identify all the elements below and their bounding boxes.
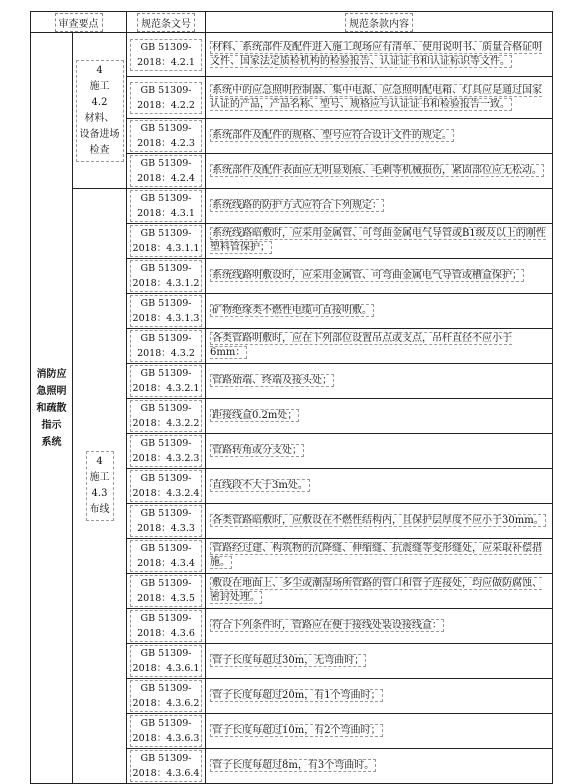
code-text: GB 51309- 2018：4.2.2 <box>130 82 202 114</box>
content-cell <box>206 609 553 644</box>
code-text: GB 51309- 2018：4.3.1.3 <box>130 295 202 327</box>
code-text: GB 51309- 2018：4.3.1.2 <box>130 260 202 292</box>
group-material-check <box>73 33 127 189</box>
content-text: 管路经过建、构筑物的沉降缝、伸缩缝、抗震缝等变形缝处，应采取补偿措施。 <box>210 543 542 568</box>
code-cell <box>127 329 206 364</box>
content-text: 矿物绝缘类不燃性电缆可直接明敷。 <box>212 305 372 316</box>
content-text: 系统线路暗敷时，应采用金属管、可弯曲金属电气导管或B1级及以上的刚性塑料管保护； <box>210 228 546 253</box>
content-text: 系统部件及配件表面应无明显划痕、毛刺等机械损伤，紧固部位应无松动。 <box>212 165 542 176</box>
content-text: 管路转角或分支处； <box>212 445 302 456</box>
code-text: GB 51309- 2018：4.2.4 <box>130 155 202 187</box>
code-cell <box>127 504 206 539</box>
content-cell <box>206 294 553 329</box>
content-cell <box>206 749 553 784</box>
code-cell <box>127 749 206 784</box>
code-cell <box>127 469 206 504</box>
content-text: 系统部件及配件的规格、型号应符合设计文件的规定。 <box>212 130 452 141</box>
content-text: 距接线盒0.2m处； <box>212 410 298 421</box>
content-text: 管路始端、终端及接头处； <box>212 375 332 386</box>
code-cell <box>127 539 206 574</box>
content-text: 系统线路明敷设时，应采用金属管、可弯曲金属电气导管或槽盒保护； <box>212 270 522 281</box>
content-text: 各类管路暗敷时，应敷设在不燃性结构内，且保护层厚度不应小于30mm。 <box>212 515 544 526</box>
code-cell <box>127 679 206 714</box>
content-cell <box>206 539 553 574</box>
code-text: GB 51309- 2018：4.3.2.3 <box>130 435 202 467</box>
content-cell <box>206 33 553 77</box>
code-text: GB 51309- 2018：4.3.2.4 <box>130 470 202 502</box>
content-text: 材料、系统部件及配件进入施工现场应有清单、使用说明书、质量合格证明文件、国家法定质检机构的检验报告、认证证书和认证标识等文件。 <box>210 41 542 67</box>
content-cell <box>206 77 553 119</box>
code-cell <box>127 33 206 77</box>
system-name: 消防应 急照明 和疏散 指示 系统 <box>36 368 67 448</box>
code-cell <box>127 644 206 679</box>
content-text: 管子长度每超过30m，无弯曲时； <box>212 655 365 666</box>
code-cell <box>127 77 206 119</box>
content-text: 系统中的应急照明控制器、集中电源、应急照明配电箱、灯具应是通过国家认证的产品，产品名称、型号、规格应与认证证书和检验报告一致。 <box>210 84 542 110</box>
content-cell <box>206 154 553 189</box>
code-text: GB 51309- 2018：4.3.6.2 <box>130 680 202 712</box>
system-name-cell <box>31 33 73 784</box>
group-material-check-label: 4 施工 4.2 材料、 设备进场 检查 <box>76 60 124 162</box>
code-cell <box>127 714 206 749</box>
code-text: GB 51309- 2018：4.3.1.1 <box>130 225 202 257</box>
content-cell <box>206 434 553 469</box>
content-text: 符合下列条件时，管路应在便于接线处装设接线盒： <box>212 620 442 631</box>
code-text: GB 51309- 2018：4.3.6.4 <box>130 750 202 782</box>
content-text: 敷设在地面上、多尘或潮湿场所管路的管口和管子连接处，均应做防腐蚀、密封处理。 <box>210 578 542 603</box>
code-cell <box>127 364 206 399</box>
content-cell <box>206 364 553 399</box>
content-text: 直线段不大于3m处。 <box>212 480 308 491</box>
content-text: 管子长度每超过10m，有2个弯曲时； <box>212 725 381 736</box>
content-cell <box>206 329 553 364</box>
code-cell <box>127 609 206 644</box>
header-content: 规范条款内容 <box>206 12 553 33</box>
code-text: GB 51309- 2018：4.2.3 <box>130 120 202 152</box>
code-text: GB 51309- 2018：4.3.6 <box>130 610 202 642</box>
code-text: GB 51309- 2018：4.3.6.1 <box>130 645 202 677</box>
spec-table <box>30 11 553 784</box>
code-text: GB 51309- 2018：4.3.2.1 <box>130 365 202 397</box>
content-text: 管子长度每超过20m，有1个弯曲时； <box>212 690 381 701</box>
content-cell <box>206 574 553 609</box>
header-code: 规范条文号 <box>127 12 206 33</box>
code-cell <box>127 294 206 329</box>
header-review-points: 审查要点 <box>31 12 127 33</box>
table-row <box>31 189 553 224</box>
content-cell <box>206 469 553 504</box>
code-cell <box>127 259 206 294</box>
code-text: GB 51309- 2018：4.2.1 <box>130 39 202 71</box>
content-text: 系统线路的防护方式应符合下列规定： <box>212 200 382 211</box>
content-cell <box>206 714 553 749</box>
group-wiring-label: 4 施工 4.3 布线 <box>86 451 114 521</box>
content-cell <box>206 119 553 154</box>
code-text: GB 51309- 2018：4.3.4 <box>130 540 202 572</box>
content-text: 各类管路明敷时，应在下列部位设置吊点或支点，吊杆直径不应小于6mm： <box>210 333 512 358</box>
code-cell <box>127 399 206 434</box>
content-cell <box>206 189 553 224</box>
code-cell <box>127 119 206 154</box>
content-cell <box>206 399 553 434</box>
code-text: GB 51309- 2018：4.3.3 <box>130 505 202 537</box>
code-cell <box>127 574 206 609</box>
content-cell <box>206 679 553 714</box>
code-text: GB 51309- 2018：4.3.1 <box>130 190 202 222</box>
content-cell <box>206 224 553 259</box>
code-text: GB 51309- 2018：4.3.6.3 <box>130 715 202 747</box>
code-text: GB 51309- 2018：4.3.5 <box>130 575 202 607</box>
code-cell <box>127 224 206 259</box>
content-cell <box>206 644 553 679</box>
code-text: GB 51309- 2018：4.3.2.2 <box>130 400 202 432</box>
code-cell <box>127 434 206 469</box>
code-cell <box>127 154 206 189</box>
content-cell <box>206 259 553 294</box>
code-text: GB 51309- 2018：4.3.2 <box>130 330 202 362</box>
content-cell <box>206 504 553 539</box>
table-row <box>31 33 553 77</box>
code-cell <box>127 189 206 224</box>
group-wiring <box>73 189 127 784</box>
table-header-row <box>31 12 553 33</box>
content-text: 管子长度每超过8m，有3个弯曲时。 <box>212 760 375 771</box>
